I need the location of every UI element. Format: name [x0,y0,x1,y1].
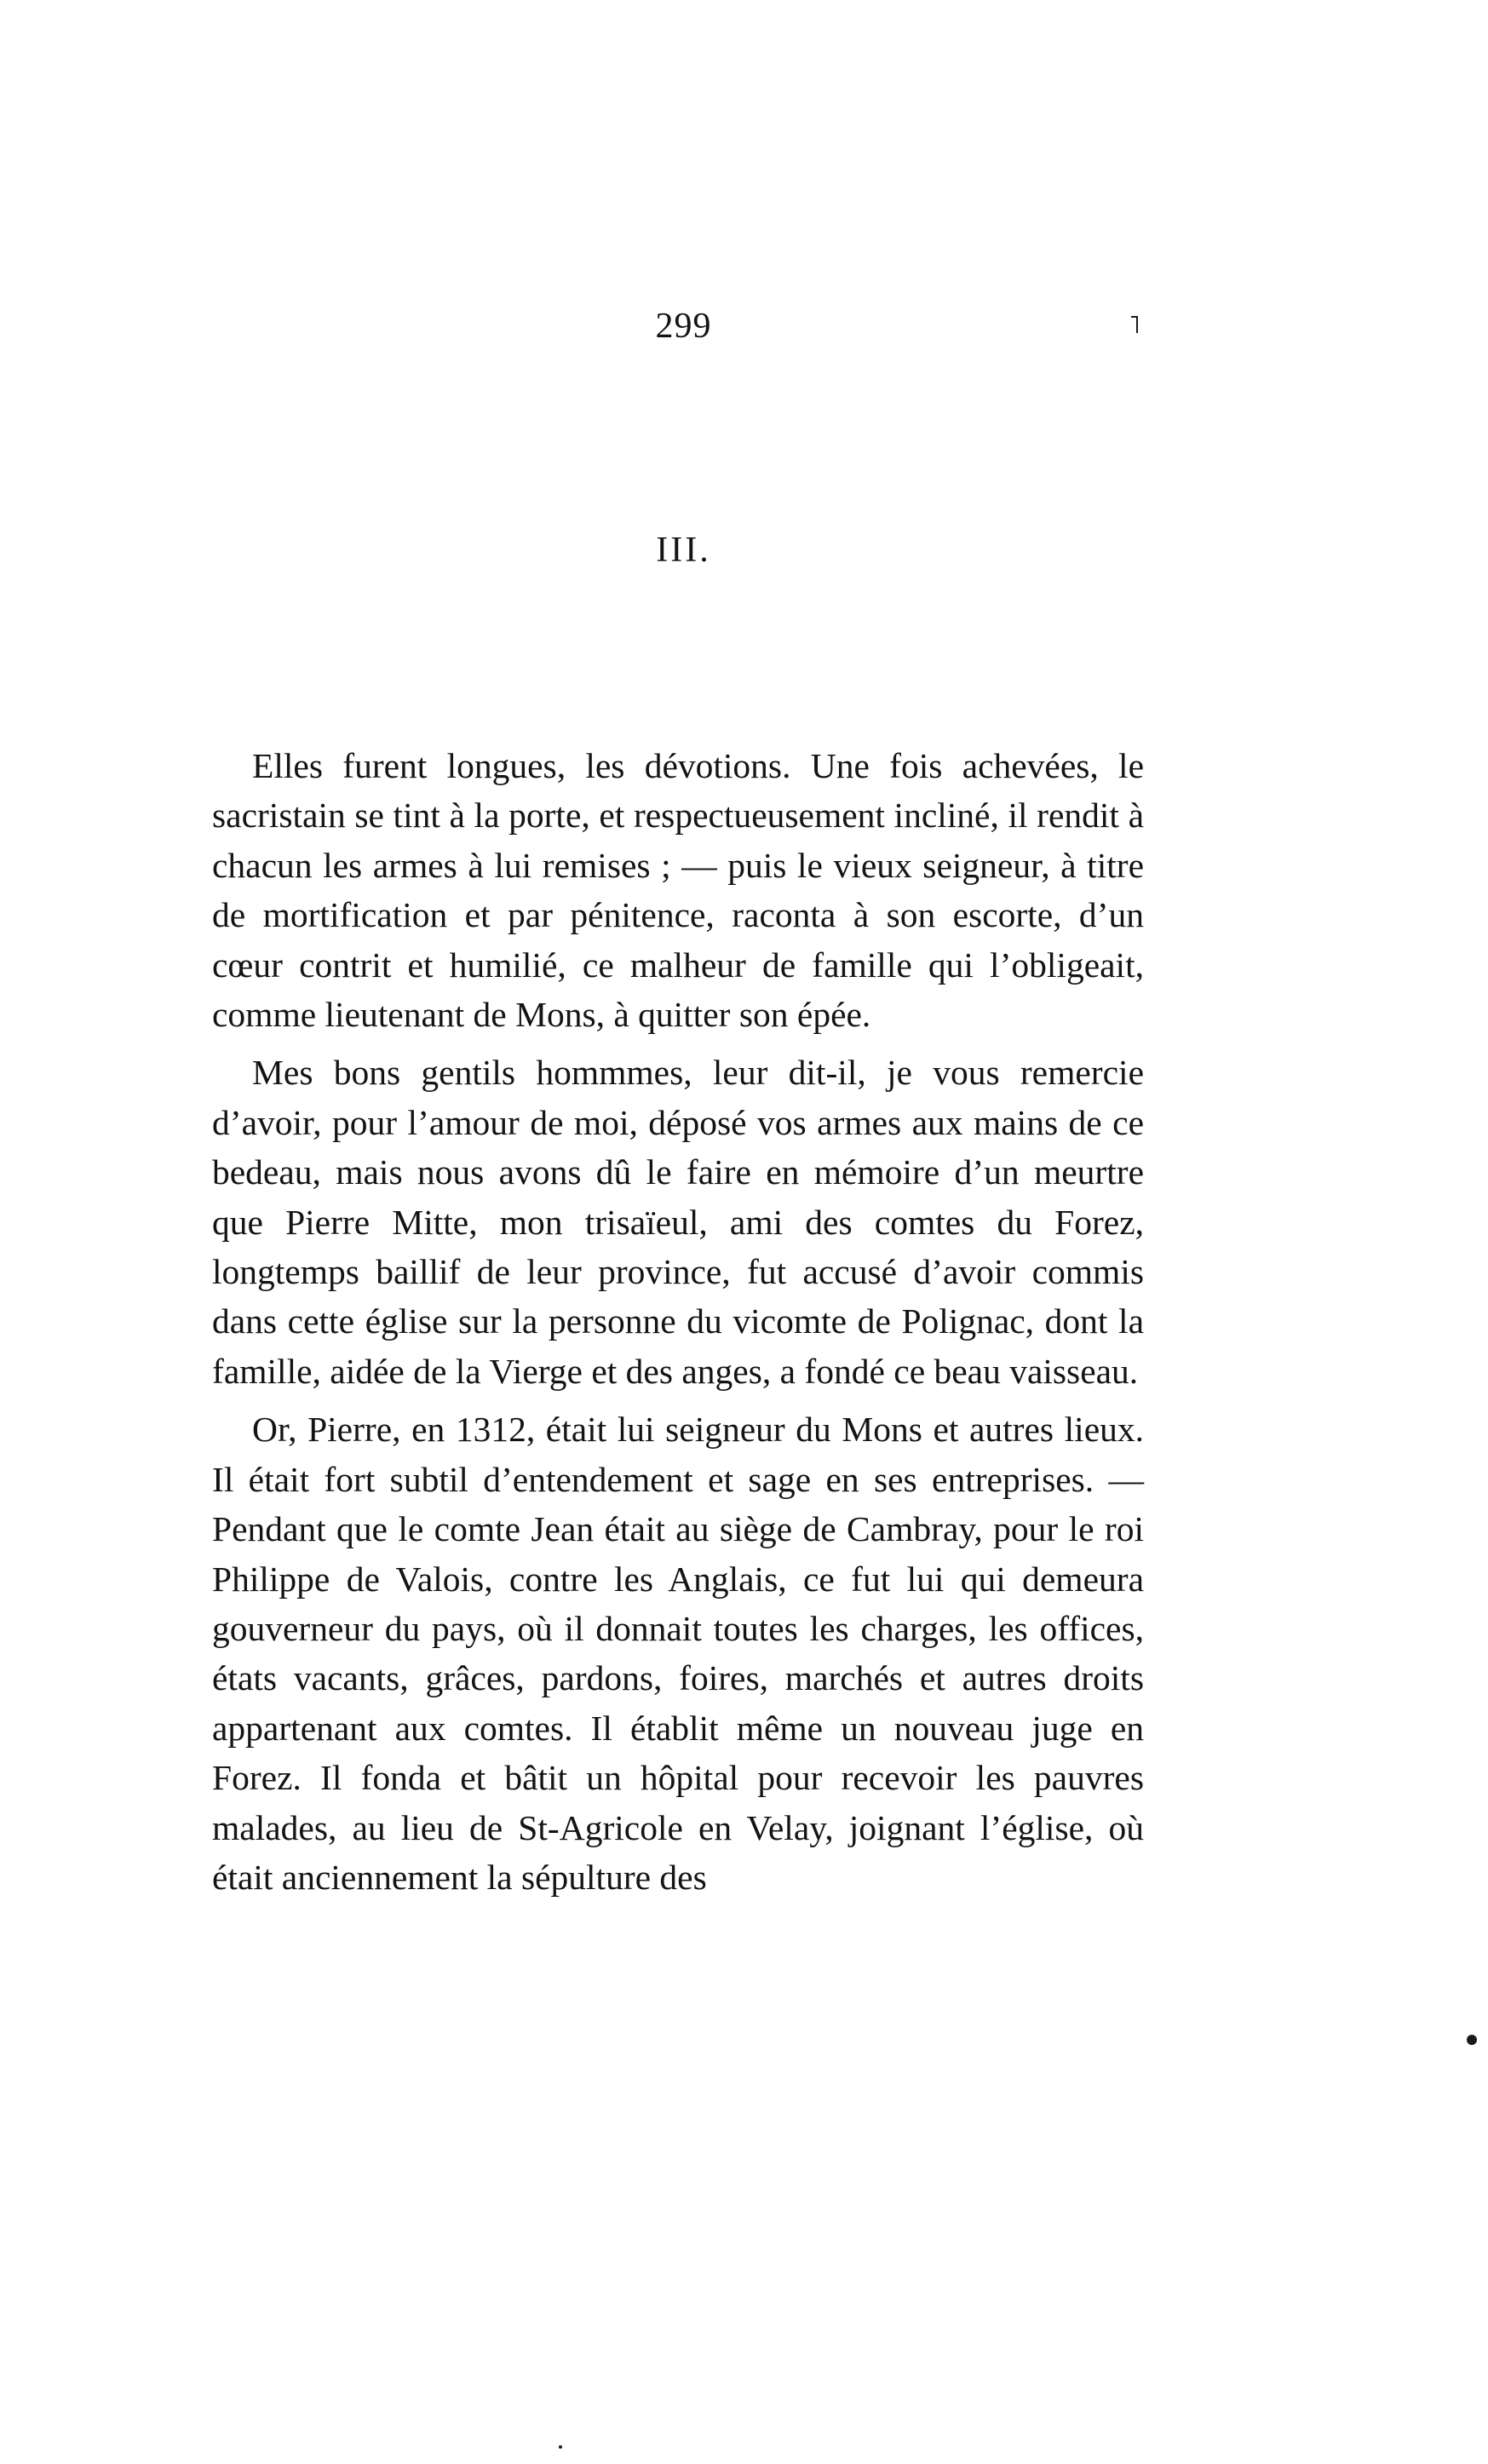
print-speck [1131,316,1138,318]
ink-blot [1467,2035,1477,2045]
print-speck [1136,316,1138,333]
paragraph-3: Or, Pierre, en 1312, était lui seigneur du Mons et autres lieux. Il était fort subtil d’entendement et sage en ses entreprises. — Pendant que le comte Jean était au siège de Cambray, pour le roi Philippe de Valois, contre les Anglais, ce fut lui qui demeura gouverneur du pays, où il donnait toutes les charges, les offices, états vacants, grâces, pardons, foires, marchés et autres droits appartenant aux comtes. Il établit même un nouveau juge en Forez. Il fonda et bâtit un hôpital pour recevoir les pauvres malades, au lieu de St-Agricole en Velay, joignant l’église, où était anciennement la sépulture des [212,1410,1144,1897]
page-number: 299 [655,307,712,346]
chapter-heading: III. [656,531,711,570]
ink-dot [559,2445,562,2449]
body-text [212,741,1144,1902]
paragraph-1: Elles furent longues, les dévotions. Une fois achevées, le sacristain se tint à la porte, et respectueusement incliné, il rendit à chacun les armes à lui remises ; — puis le vieux seigneur, à titre de mortification et par pénitence, raconta à son escorte, d’un cœur contrit et humilié, ce malheur de famille qui l’obligeait, comme lieutenant de Mons, à quitter son épée. [212,746,1144,1035]
paragraph-2: Mes bons gentils hommmes, leur dit-il, je vous remercie d’avoir, pour l’amour de moi, déposé vos armes aux mains de ce bedeau, mais nous avons dû le faire en mémoire d’un meurtre que Pierre Mitte, mon trisaïeul, ami des comtes du Forez, longtemps baillif de leur province, fut accusé d’avoir commis dans cette église sur la personne du vicomte de Polignac, dont la famille, aidée de la Vierge et des anges, a fondé ce beau vaisseau. [212,1053,1144,1391]
